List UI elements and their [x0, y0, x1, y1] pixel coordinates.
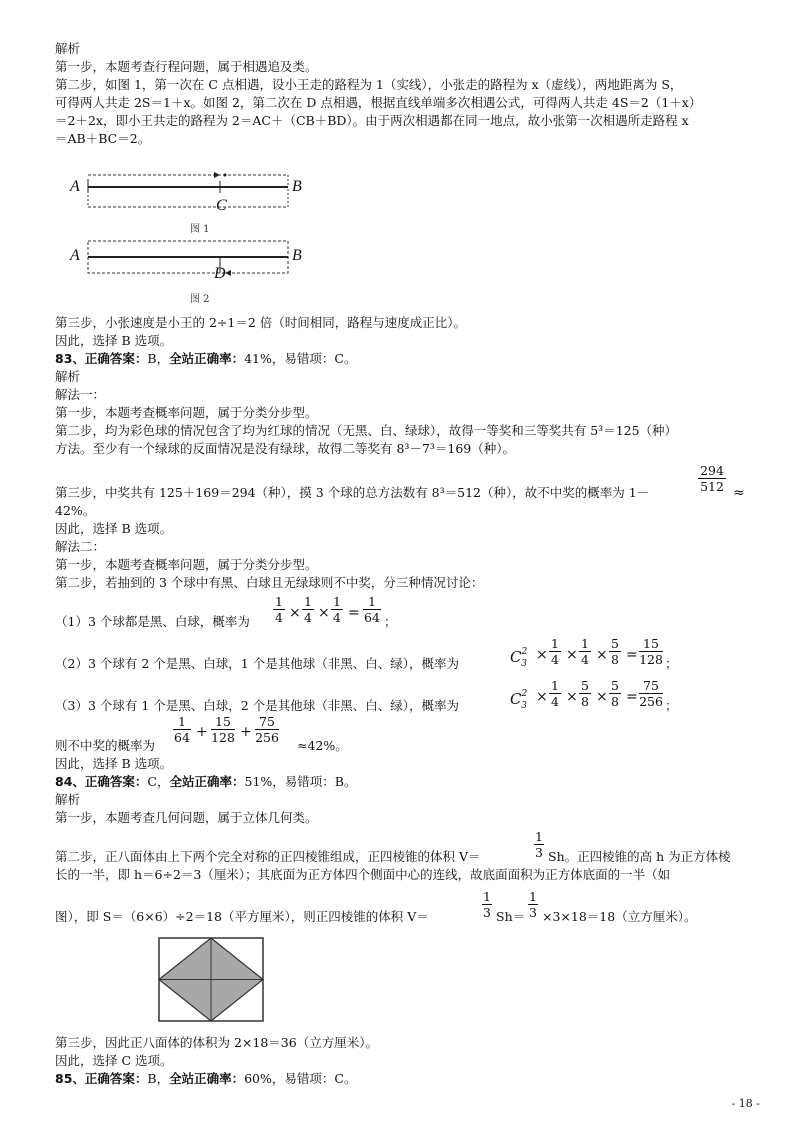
- fig1-point-b: B: [292, 178, 302, 195]
- fig1-meet-dot: [224, 174, 227, 177]
- times-sign: ×: [289, 605, 301, 621]
- analysis-label: 解析: [55, 41, 81, 56]
- q85-answer: B，: [147, 1071, 170, 1086]
- times-sign: ×: [596, 689, 608, 705]
- q83-m1-step-2-line-1: 第二步，均为彩色球的情况包含了均为红球的情况（无黑、白、绿球），故得一等奖和三等奖共有 5³＝125（种）: [55, 423, 678, 438]
- fig2-point-d: D: [214, 265, 226, 282]
- case1-frac-3: 1 4: [330, 594, 344, 625]
- q83-case-3: （3）3 个球有 1 个是黑、白球，2 个是其他球（非黑、白、绿），概率为: [55, 698, 459, 713]
- case3-result: 75 256: [639, 678, 663, 709]
- q84-step-2-line-1a: 第二步，正八面体由上下两个完全对称的正四棱锥组成，正四棱锥的体积 V＝: [55, 849, 481, 864]
- times-sign: ×: [318, 605, 330, 621]
- q84-step-3: 第三步，因此正八面体的体积为 2×18＝36（立方厘米）。: [55, 1035, 378, 1050]
- q84-step-2-line-3a: 图），即 S＝（6×6）÷2＝18（平方厘米），则正四棱锥的体积 V＝: [55, 909, 429, 924]
- sum-frac-3: 75 256: [255, 714, 279, 745]
- equals-sign: =: [626, 689, 638, 705]
- q83-m2-step-2: 第二步，若抽到的 3 个球中有黑、白球且无绿球则不中奖，分三种情况讨论：: [55, 575, 484, 590]
- q84-rate-label: 全站正确率：: [169, 774, 245, 789]
- case3-frac-1: 1 4: [548, 678, 562, 709]
- step-1: 第一步，本题考查行程问题，属于相遇追及类。: [55, 59, 318, 74]
- fig1-point-a: A: [70, 178, 80, 195]
- q83-number: 83、正确答案：: [55, 351, 148, 366]
- plus-sign: +: [196, 724, 208, 740]
- numerator: 294: [700, 463, 724, 478]
- fig1-arrow-head: [214, 172, 220, 178]
- one-third-frac: 1 3: [483, 889, 491, 920]
- q84-analysis-label: 解析: [55, 792, 81, 807]
- sum-frac-1: 1 64: [174, 714, 190, 745]
- approx-sign: ≈: [733, 485, 745, 501]
- q84-number: 84、正确答案：: [55, 774, 148, 789]
- fig1-caption: 图 1: [190, 224, 210, 235]
- times-sign: ×: [536, 689, 548, 705]
- step-2-line-1: 第二步，如图 1，第一次在 C 点相遇，设小王走的路程为 1（实线），小张走的路程为 x（虚线），两地距离为 S，: [55, 77, 683, 92]
- q83-m1-percent: 42%。: [55, 503, 96, 518]
- equals-sign: =: [348, 605, 360, 621]
- case3-frac-2: 5 8: [578, 678, 592, 709]
- q84-step-2-line-1b: Sh。正四棱锥的高 h 为正方体棱: [548, 849, 731, 864]
- fig2-caption: 图 2: [190, 294, 210, 305]
- q84-rate: 51%，易错项：B。: [244, 774, 357, 789]
- q85-rate-label: 全站正确率：: [169, 1071, 245, 1086]
- q84-header: [55, 773, 356, 791]
- times-sign: ×: [566, 689, 578, 705]
- q83-m1-step-3: 第三步，中奖共有 125＋169＝294（种），摸 3 个球的总方法数有 8³＝512（种），故不中奖的概率为 1－: [55, 485, 650, 500]
- case1-result: 1 64: [364, 594, 380, 625]
- times-sign: ×: [596, 647, 608, 663]
- step-3: 第三步，小张速度是小王的 2÷1＝2 倍（时间相同，路程与速度成正比）。: [55, 315, 467, 330]
- q85-rate: 60%，易错项：C。: [244, 1071, 357, 1086]
- case2-frac-2: 1 4: [578, 636, 592, 667]
- figure-2-diagram: [70, 235, 310, 290]
- q83-m2-step-1: 第一步，本题考查概率问题，属于分类分步型。: [55, 557, 318, 572]
- q83-rate: 41%，易错项：C。: [244, 351, 357, 366]
- q83-method-1-label: 解法一：: [55, 387, 106, 402]
- q83-m1-conclusion: 因此，选择 B 选项。: [55, 521, 173, 536]
- q83-header: [55, 350, 356, 368]
- q83-case-1: （1）3 个球都是黑、白球，概率为: [55, 614, 250, 629]
- sum-frac-2: 15 128: [211, 714, 235, 745]
- equals-sign: =: [626, 647, 638, 663]
- q83-m2-conclusion: 因此，选择 B 选项。: [55, 756, 173, 771]
- step-2-line-3: ＝2＋2x，即小王共走的路程为 2＝AC＋（CB＋BD）。由于两次相遇都在同一地点，故小张第一次相遇所走路程 x: [55, 113, 689, 128]
- semicolon: ；: [665, 698, 678, 713]
- q84-step-1: 第一步，本题考查几何问题，属于立体几何类。: [55, 810, 318, 825]
- one-third-frac: 1 3: [529, 889, 537, 920]
- q84-conclusion: 因此，选择 C 选项。: [55, 1053, 173, 1068]
- q83-case-2: （2）3 个球有 2 个是黑、白球，1 个是其他球（非黑、白、绿），概率为: [55, 656, 459, 671]
- fig2-point-b: B: [292, 247, 302, 264]
- case1-frac-1: 1 4: [272, 594, 286, 625]
- q83-m1-fraction: [697, 463, 727, 494]
- page-number: - 18 -: [731, 1097, 760, 1110]
- times-sign: ×: [536, 647, 548, 663]
- q83-method-2-label: 解法二：: [55, 539, 106, 554]
- q84-step-2-line-3c: ×3×18＝18（立方厘米）。: [542, 909, 697, 924]
- q83-answer: B，: [147, 351, 170, 366]
- q84-step-2-line-3b: Sh＝: [496, 909, 526, 924]
- q84-step-2-line-2: 长的一半，即 h＝6÷2＝3（厘米）；其底面为正方体四个侧面中心的连线，故底面面积为正方体底面的一半（如: [55, 867, 671, 882]
- combination-c: $C^2_3$: [510, 647, 528, 669]
- one-third-frac: 1 3: [535, 829, 543, 860]
- fig2-point-a: A: [70, 247, 80, 264]
- conclusion: 因此，选择 B 选项。: [55, 333, 173, 348]
- fig1-point-c: C: [216, 197, 227, 214]
- q85-header: [55, 1070, 356, 1088]
- case1-frac-2: 1 4: [301, 594, 315, 625]
- q83-analysis-label: 解析: [55, 369, 81, 384]
- case3-frac-3: 5 8: [608, 678, 622, 709]
- case2-frac-3: 5 8: [608, 636, 622, 667]
- octahedron-base-diagram: [158, 937, 266, 1023]
- q83-sum-prefix: 则不中奖的概率为: [55, 738, 156, 753]
- q83-m1-step-2-line-2: 方法。至少有一个绿球的反面情况是没有绿球，故得二等奖有 8³－7³＝169（种）。: [55, 441, 516, 456]
- q83-rate-label: 全站正确率：: [169, 351, 245, 366]
- denominator: 512: [700, 479, 724, 494]
- step-2-line-4: ＝AB＋BC＝2。: [55, 131, 151, 146]
- step-2-line-2: 可得两人共走 2S＝1＋x。如图 2，第二次在 D 点相遇，根据直线单端多次相遇公式，可得两人共走 4S＝2（1＋x）: [55, 95, 702, 110]
- q83-sum-suffix: ≈42%。: [297, 738, 348, 753]
- case2-frac-1: 1 4: [548, 636, 562, 667]
- plus-sign: +: [240, 724, 252, 740]
- case2-result: 15 128: [639, 636, 663, 667]
- combination-c: $C^2_3$: [510, 689, 528, 711]
- semicolon: ；: [665, 656, 678, 671]
- semicolon: ；: [384, 614, 397, 629]
- q83-m1-step-1: 第一步，本题考查概率问题，属于分类分步型。: [55, 405, 318, 420]
- q84-answer: C，: [147, 774, 170, 789]
- times-sign: ×: [566, 647, 578, 663]
- q85-number: 85、正确答案：: [55, 1071, 148, 1086]
